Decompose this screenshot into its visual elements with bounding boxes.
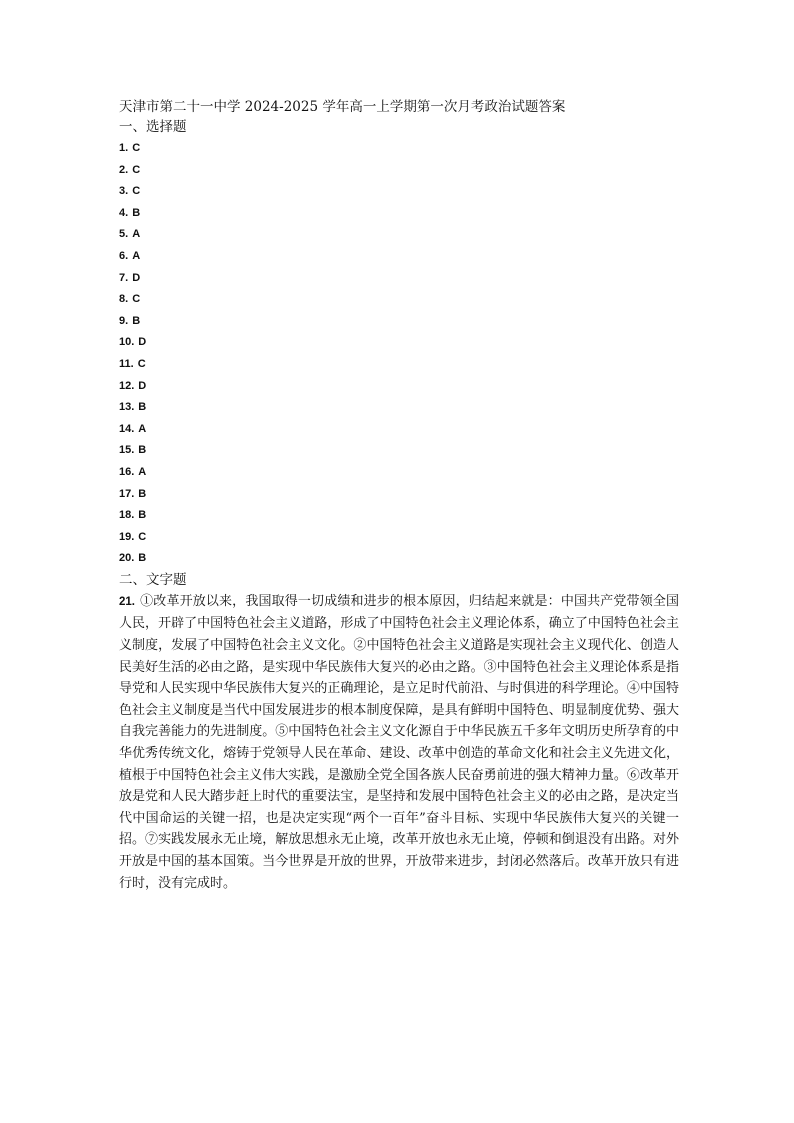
answer-choice: B	[138, 552, 147, 565]
answer-choice: B	[138, 509, 147, 522]
answer-number: 12.	[119, 379, 135, 392]
answer-number: 18.	[119, 509, 135, 522]
answer-choice: B	[132, 206, 141, 219]
answer-choice: D	[132, 271, 141, 284]
answer-item	[119, 311, 679, 333]
answer-choice: B	[132, 314, 141, 327]
answer-choice: B	[138, 487, 147, 500]
answer-choice: C	[132, 185, 141, 198]
answer-number: 15.	[119, 444, 135, 457]
answer-number: 16.	[119, 465, 135, 478]
answer-item	[119, 160, 679, 182]
answer-item	[119, 462, 679, 484]
answer-item	[119, 268, 679, 290]
answer-choice: D	[138, 336, 147, 349]
answer-item	[119, 181, 679, 203]
answer-item	[119, 527, 679, 549]
answer-item	[119, 246, 679, 268]
answer-item	[119, 332, 679, 354]
answer-number: 11.	[119, 357, 134, 370]
document-page	[119, 97, 679, 894]
answer-choice: A	[132, 249, 141, 262]
answer-choice: C	[132, 163, 141, 176]
answer-choice: C	[138, 530, 147, 543]
answer-choice: A	[138, 422, 147, 435]
answer-number: 2.	[119, 163, 129, 176]
answer-number: 17.	[119, 487, 135, 500]
section-heading-essay: 二、文字题	[119, 571, 187, 588]
answer-item	[119, 505, 679, 527]
answer-number: 13.	[119, 401, 135, 414]
answer-choice: C	[132, 293, 141, 306]
answer-list	[119, 138, 679, 570]
essay-answer-21	[119, 591, 679, 894]
answer-item	[119, 224, 679, 246]
answer-item	[119, 138, 679, 160]
question-number: 21.	[119, 595, 135, 608]
answer-item	[119, 203, 679, 225]
answer-item	[119, 354, 679, 376]
answer-number: 7.	[119, 271, 129, 284]
answer-item	[119, 376, 679, 398]
answer-number: 14.	[119, 422, 135, 435]
answer-choice: A	[132, 228, 141, 241]
answer-number: 10.	[119, 336, 135, 349]
answer-number: 19.	[119, 530, 135, 543]
answer-choice: C	[137, 357, 146, 370]
answer-number: 4.	[119, 206, 129, 219]
document-title: 天津市第二十一中学 2024-2025 学年高一上学期第一次月考政治试题答案	[119, 99, 566, 115]
answer-choice: B	[138, 444, 147, 457]
answer-item	[119, 440, 679, 462]
answer-item	[119, 419, 679, 441]
answer-number: 20.	[119, 552, 135, 565]
answer-choice: A	[138, 465, 147, 478]
essay-text: ①改革开放以来，我国取得一切成绩和进步的根本原因，归结起来就是：中国共产党带领全国人民，开辟了中国特色社会主义道路，形成了中国特色社会主义理论体系，确立了中国特色社会主义制度，发展了中国特色社会主义文化。②中国特色社会主义道路是实现社会主义现代化、创造人民美好生活的必由之路，是实现中华民族伟大复兴的必由之路。③中国特色社会主义理论体系是指导党和人民实现中华民族伟大复兴的正确理论，是立足时代前沿、与时俱进的科学理论。④中国特色社会主义制度是当代中国发展进步的根本制度保障，是具有鲜明中国特色、明显制度优势、强大自我完善能力的先进制度。⑤中国特色社会主义文化源自于中华民族五千多年文明历史所孕育的中华优秀传统文化，熔铸于党领导人民在革命、建设、改革中创造的革命文化和社会主义先进文化，植根于中国特色社会主义伟大实践，是激励全党全国各族人民奋勇前进的强大精神力量。⑥改革开放是党和人民大踏步赶上时代的重要法宝，是坚持和发展中国特色社会主义的必由之路，是决定当代中国命运的关键一招，也是决定实现“两个一百年”奋斗目标、实现中华民族伟大复兴的关键一招。⑦实践发展永无止境，解放思想永无止境，改革开放也永无止境，停顿和倒退没有出路。对外开放是中国的基本国策。当今世界是开放的世界，开放带来进步，封闭必然落后。改革开放只有进行时，没有完成时。	[119, 593, 679, 891]
answer-number: 8.	[119, 293, 129, 306]
answer-number: 6.	[119, 249, 129, 262]
answer-item	[119, 397, 679, 419]
answer-choice: C	[132, 142, 141, 154]
answer-number: 3.	[119, 185, 129, 198]
answer-number: 9.	[119, 314, 129, 327]
answer-item	[119, 289, 679, 311]
answer-number: 5.	[119, 228, 129, 241]
section-heading-choice: 一、选择题	[119, 119, 187, 135]
answer-choice: D	[138, 379, 147, 392]
answer-number: 1.	[119, 142, 129, 154]
answer-item	[119, 548, 679, 570]
answer-choice: B	[138, 401, 147, 414]
answer-item	[119, 484, 679, 506]
